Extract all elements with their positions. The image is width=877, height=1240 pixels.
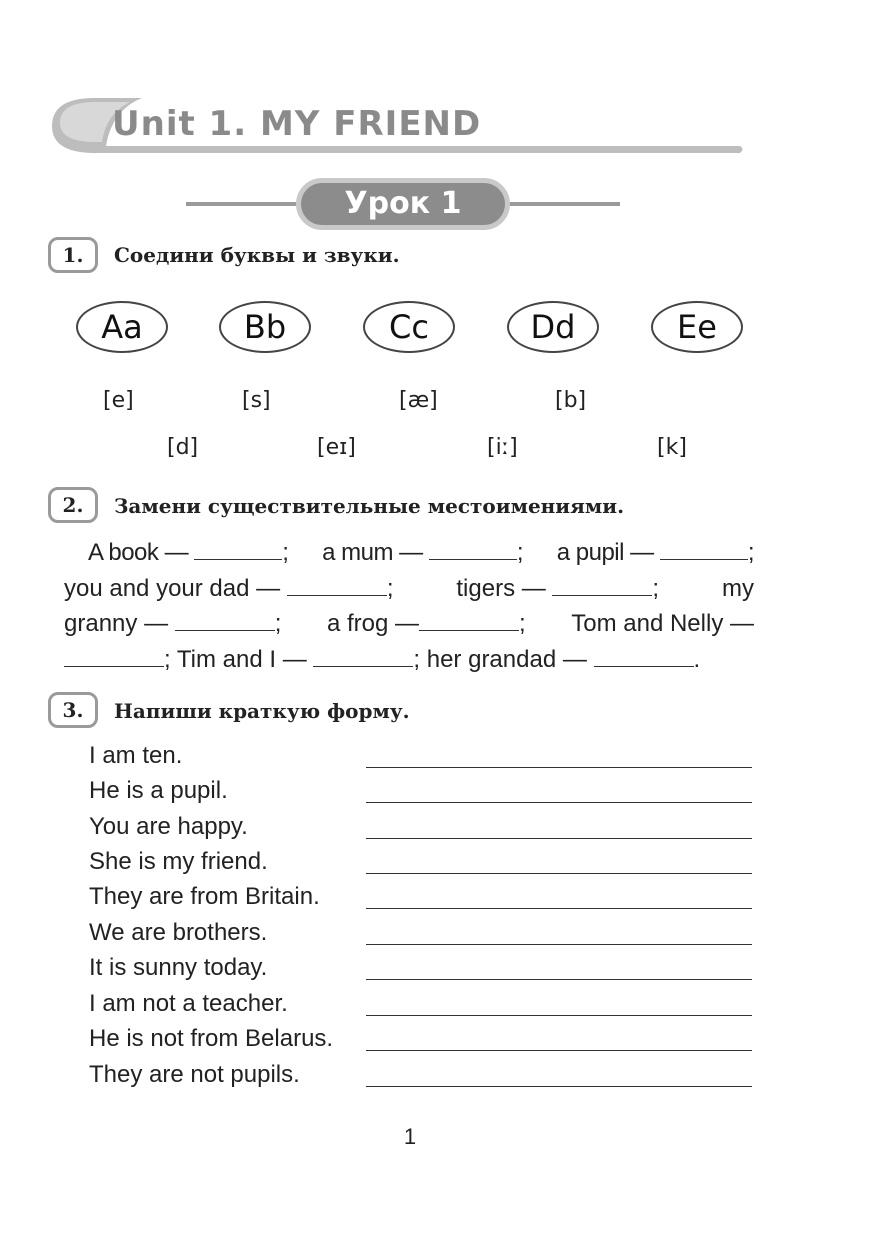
answer-line[interactable] bbox=[366, 838, 752, 839]
task2-item: Tom and Nelly — bbox=[571, 610, 754, 637]
task2-line-4: ; Tim and I — ; her grandad — . bbox=[64, 646, 754, 674]
sentence-item: He is not from Belarus. bbox=[89, 1025, 334, 1052]
sentence-item: You are happy. bbox=[89, 813, 248, 840]
task2-item-partial: my bbox=[721, 575, 754, 602]
letter-oval-ee: Ee bbox=[651, 301, 743, 353]
answer-blank[interactable] bbox=[313, 646, 413, 667]
task2-item: you and your dad — ; bbox=[64, 575, 394, 602]
answer-blank[interactable] bbox=[594, 646, 694, 667]
task2-line-3 bbox=[64, 610, 754, 638]
sentence-item: They are from Britain. bbox=[89, 883, 320, 910]
answer-line[interactable] bbox=[366, 908, 752, 909]
task2-item: a mum — ; bbox=[322, 539, 524, 566]
answer-line[interactable] bbox=[366, 1050, 752, 1051]
sound-item: [s] bbox=[242, 388, 271, 413]
letter-oval-dd: Dd bbox=[507, 301, 599, 353]
lesson-title: Урок 1 bbox=[344, 186, 462, 221]
lesson-divider-left bbox=[186, 202, 302, 206]
task2-number: 2. bbox=[48, 487, 98, 523]
sound-item: [æ] bbox=[399, 388, 438, 413]
answer-line[interactable] bbox=[366, 1086, 752, 1087]
letter-oval-cc: Cc bbox=[363, 301, 455, 353]
page-number: 1 bbox=[403, 1124, 417, 1149]
letter-oval-bb: Bb bbox=[219, 301, 311, 353]
sentence-item: I am not a teacher. bbox=[89, 990, 288, 1017]
answer-blank[interactable] bbox=[175, 610, 275, 631]
answer-line[interactable] bbox=[366, 802, 752, 803]
sound-item: [b] bbox=[555, 388, 587, 413]
task2-line-2 bbox=[64, 575, 754, 603]
answer-blank[interactable] bbox=[194, 539, 282, 560]
sentence-item: They are not pupils. bbox=[89, 1061, 300, 1088]
unit-title: Unit 1. MY FRIEND bbox=[112, 104, 482, 144]
unit-banner bbox=[50, 96, 750, 156]
sentence-item: He is a pupil. bbox=[89, 777, 228, 804]
task2-line-1 bbox=[88, 539, 754, 567]
task1-number: 1. bbox=[48, 237, 98, 273]
task3-title: Напиши краткую форму. bbox=[114, 699, 410, 723]
task1-title: Соедини буквы и звуки. bbox=[114, 243, 400, 267]
letter-oval-aa: Aa bbox=[76, 301, 168, 353]
sentence-item: She is my friend. bbox=[89, 848, 268, 875]
answer-blank[interactable] bbox=[660, 539, 748, 560]
sentence-item: We are brothers. bbox=[89, 919, 268, 946]
answer-line[interactable] bbox=[366, 767, 752, 768]
task2-item: a frog — ; bbox=[326, 610, 526, 637]
task2-item: tigers — ; bbox=[456, 575, 660, 602]
task2-item: a pupil — ; bbox=[556, 539, 754, 566]
answer-blank[interactable] bbox=[552, 575, 652, 596]
lesson-divider-right bbox=[504, 202, 620, 206]
answer-line[interactable] bbox=[366, 1015, 752, 1016]
answer-blank[interactable] bbox=[419, 610, 519, 631]
answer-line[interactable] bbox=[366, 979, 752, 980]
task2-item: A book — ; bbox=[88, 539, 289, 566]
sound-item: [eɪ] bbox=[317, 435, 356, 460]
task2-title: Замени существительные местоимениями. bbox=[114, 494, 625, 518]
answer-blank[interactable] bbox=[429, 539, 517, 560]
task2-item: granny — ; bbox=[64, 610, 282, 637]
answer-line[interactable] bbox=[366, 873, 752, 874]
sound-item: [k] bbox=[657, 435, 687, 460]
sound-item: [iː] bbox=[487, 435, 518, 460]
answer-blank[interactable] bbox=[287, 575, 387, 596]
sentence-item: It is sunny today. bbox=[89, 954, 268, 981]
sound-item: [e] bbox=[103, 388, 134, 413]
task3-number: 3. bbox=[48, 692, 98, 728]
sentence-item: I am ten. bbox=[89, 742, 183, 769]
answer-line[interactable] bbox=[366, 944, 752, 945]
sound-item: [d] bbox=[167, 435, 199, 460]
answer-blank[interactable] bbox=[64, 646, 164, 667]
